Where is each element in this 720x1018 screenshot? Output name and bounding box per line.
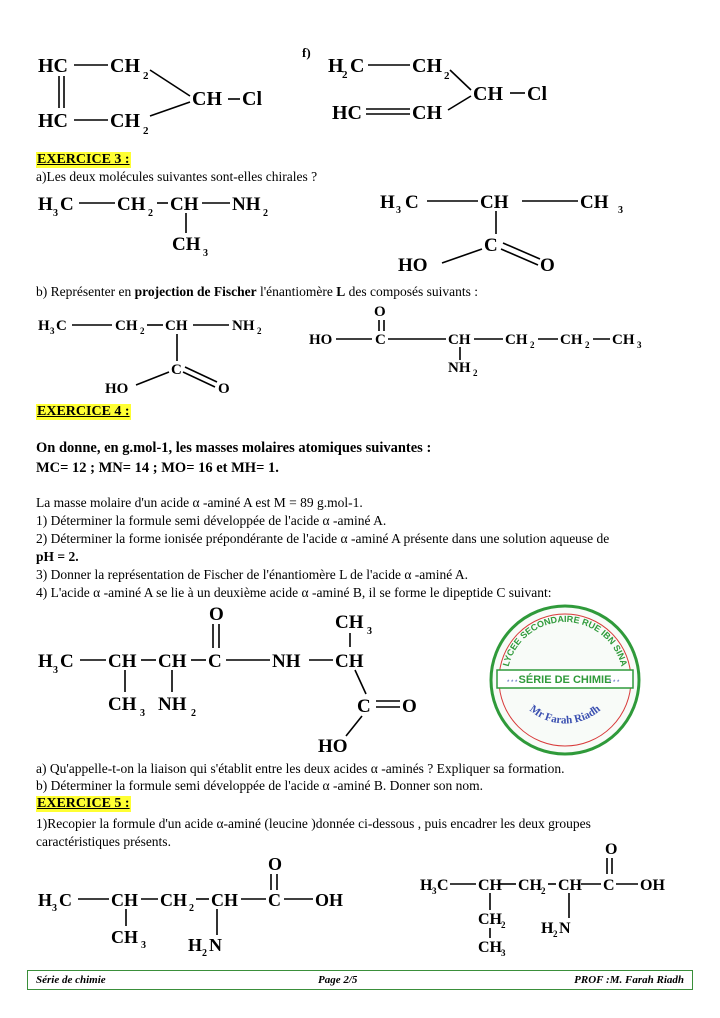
atom-ch: CH bbox=[473, 83, 503, 105]
subscript: 3 bbox=[50, 326, 55, 336]
subscript: 2 bbox=[553, 929, 558, 939]
atom-h: H bbox=[38, 318, 50, 334]
text-bold: projection de Fischer bbox=[134, 284, 257, 299]
atom-h: H bbox=[420, 877, 433, 894]
atom-ch: CH bbox=[165, 318, 188, 334]
atom-h: H bbox=[328, 55, 344, 77]
molecule-leucine-2 bbox=[420, 841, 665, 958]
ex4-question-3: 3) Donner la représentation de Fischer de l'énantiomère L de l'acide α -aminé A. bbox=[36, 567, 469, 582]
subscript: 3 bbox=[618, 205, 623, 216]
ex3-question-b bbox=[36, 283, 478, 300]
atom-ch3: CH bbox=[478, 939, 502, 956]
atom-nh2: NH bbox=[232, 194, 261, 215]
atom-o: O bbox=[605, 841, 618, 858]
atom-ch2: CH bbox=[560, 332, 583, 348]
ex4-question-a: a) Qu'appelle-t-on la liaison qui s'établit entre les deux acides α -aminés ? Expliquer sa formation. bbox=[36, 761, 565, 776]
atom-nh: NH bbox=[272, 651, 301, 672]
atom-ho: HO bbox=[318, 736, 348, 757]
footer-series: Série de chimie bbox=[36, 974, 106, 986]
subscript: 3 bbox=[53, 665, 58, 676]
stamp-stars-right: * * * bbox=[609, 680, 620, 686]
atom-c: C bbox=[56, 318, 67, 334]
footer-author: PROF :M. Farah Riadh bbox=[574, 974, 684, 986]
atom-nh2: NH bbox=[158, 694, 187, 715]
atom-ho: HO bbox=[309, 332, 333, 348]
atom-o: O bbox=[218, 381, 230, 397]
ex4-question-4: 4) L'acide α -aminé A se lie à un deuxième acide α -aminé B, il se forme le dipeptide C suivant: bbox=[36, 585, 552, 600]
atom-ch3: CH bbox=[172, 234, 201, 255]
exercise-3-title: EXERCICE 3 : bbox=[37, 152, 130, 167]
subscript: 3 bbox=[52, 903, 57, 914]
subscript: 2 bbox=[530, 340, 535, 350]
ex4-given: On donne, en g.mol-1, les masses molaires atomiques suivantes : bbox=[36, 440, 432, 456]
subscript: 3 bbox=[203, 248, 208, 259]
ex5-question-1-cont: caractéristiques présents. bbox=[36, 834, 171, 849]
atom-ch: CH bbox=[192, 88, 222, 110]
subscript: 2 bbox=[263, 208, 268, 219]
atom-ho: HO bbox=[398, 255, 428, 276]
atom-ch2: CH bbox=[518, 877, 542, 894]
subscript: 3 bbox=[432, 886, 437, 896]
subscript: 3 bbox=[367, 626, 372, 637]
atom-hc: HC bbox=[332, 102, 362, 124]
atom-c: C bbox=[171, 362, 182, 378]
subscript: 2 bbox=[143, 125, 149, 137]
page-footer bbox=[27, 970, 693, 990]
atom-ch: CH bbox=[480, 192, 509, 213]
ex4-question-2-ph: pH = 2. bbox=[36, 549, 79, 564]
subscript: 3 bbox=[53, 208, 58, 219]
subscript: 2 bbox=[444, 70, 450, 82]
text-bold: L bbox=[336, 284, 346, 299]
atom-h: H bbox=[380, 192, 395, 213]
atom-c: C bbox=[603, 877, 615, 894]
atom-h: H bbox=[38, 651, 53, 672]
atom-nh2: NH bbox=[232, 318, 255, 334]
subscript: 2 bbox=[189, 903, 194, 914]
atom-ch3: CH bbox=[580, 192, 609, 213]
atom-hc: HC bbox=[38, 110, 68, 132]
atom-h: H bbox=[38, 890, 53, 910]
subscript: 3 bbox=[501, 948, 506, 958]
subscript: 3 bbox=[396, 205, 401, 216]
atom-ch: CH bbox=[211, 890, 238, 910]
subscript: 2 bbox=[140, 326, 145, 336]
atom-oh: OH bbox=[315, 890, 344, 910]
atom-ch2: CH bbox=[160, 890, 187, 910]
atom-ch2: CH bbox=[110, 110, 140, 132]
subscript: 2 bbox=[148, 208, 153, 219]
ex5-question-1: 1)Recopier la formule d'un acide α-aminé (leucine )donnée ci-dessous , puis encadrer les deux groupes bbox=[36, 816, 591, 831]
atom-o: O bbox=[374, 304, 386, 320]
subscript: 3 bbox=[141, 940, 146, 951]
subscript: 2 bbox=[143, 70, 149, 82]
atom-ch: CH bbox=[478, 877, 502, 894]
stamp-top-text: LYCEE SECONDAIRE RUE IBN SINA bbox=[500, 613, 630, 668]
molecule-ex3-a1 bbox=[38, 194, 268, 259]
atom-ch: CH bbox=[111, 890, 138, 910]
subscript: 2 bbox=[501, 920, 506, 930]
atom-ch: CH bbox=[170, 194, 199, 215]
item-label: f) bbox=[302, 45, 311, 60]
ex4-masses: MC= 12 ; MN= 14 ; MO= 16 et MH= 1. bbox=[36, 460, 279, 476]
atom-o: O bbox=[402, 696, 417, 717]
atom-ch3: CH bbox=[612, 332, 635, 348]
atom-ch2: CH bbox=[110, 55, 140, 77]
atom-c: C bbox=[405, 192, 419, 213]
subscript: 2 bbox=[202, 948, 207, 959]
atom-ch2: CH bbox=[505, 332, 528, 348]
subscript: 2 bbox=[342, 69, 348, 81]
molecule-leucine-1 bbox=[38, 854, 343, 959]
atom-c: C bbox=[268, 890, 281, 910]
atom-cl: Cl bbox=[527, 83, 547, 105]
molecule-cyclopentenyl-chloride-left bbox=[38, 55, 262, 137]
atom-c: C bbox=[484, 235, 498, 256]
atom-c: C bbox=[437, 877, 449, 894]
atom-ch: CH bbox=[412, 102, 442, 124]
exercise-5-title: EXERCICE 5 : bbox=[37, 796, 130, 811]
subscript: 2 bbox=[191, 708, 196, 719]
atom-ch: CH bbox=[558, 877, 582, 894]
atom-c: C bbox=[357, 696, 371, 717]
atom-c: C bbox=[60, 651, 74, 672]
atom-c: C bbox=[59, 890, 72, 910]
atom-c: C bbox=[60, 194, 74, 215]
atom-ho: HO bbox=[105, 381, 129, 397]
atom-ch: CH bbox=[335, 651, 364, 672]
atom-h: H bbox=[38, 194, 53, 215]
subscript: 2 bbox=[473, 368, 478, 378]
atom-ch: CH bbox=[158, 651, 187, 672]
atom-c: C bbox=[208, 651, 222, 672]
atom-ch2: CH bbox=[117, 194, 146, 215]
atom-ch3: CH bbox=[108, 694, 137, 715]
molecule-cyclopentenyl-chloride-right bbox=[302, 45, 547, 124]
atom-o: O bbox=[540, 255, 555, 276]
molecule-ex3-b1 bbox=[38, 318, 262, 397]
subscript: 2 bbox=[585, 340, 590, 350]
text: des composés suivants : bbox=[345, 284, 478, 299]
atom-ch: CH bbox=[448, 332, 471, 348]
atom-ch: CH bbox=[108, 651, 137, 672]
ex4-question-b: b) Déterminer la formule semi développée de l'acide α -aminé B. Donner son nom. bbox=[36, 778, 483, 793]
atom-h: H bbox=[541, 920, 554, 937]
atom-ch2: CH bbox=[478, 911, 502, 928]
atom-ch3: CH bbox=[335, 612, 364, 633]
molecule-ex3-a2 bbox=[380, 192, 623, 276]
molecule-ex3-b2 bbox=[309, 304, 642, 378]
atom-cl: Cl bbox=[242, 88, 262, 110]
subscript: 2 bbox=[541, 886, 546, 896]
stamp-stars-left: * * * bbox=[507, 680, 518, 686]
ex4-paragraph: La masse molaire d'un acide α -aminé A est M = 89 g.mol-1. bbox=[36, 495, 363, 510]
stamp-middle-text: SÉRIE DE CHIMIE bbox=[518, 674, 612, 686]
atom-ch2: CH bbox=[115, 318, 138, 334]
atom-hc: HC bbox=[38, 55, 68, 77]
school-stamp bbox=[485, 600, 645, 760]
footer-page: Page 2/5 bbox=[318, 974, 358, 986]
molecule-dipeptide-c bbox=[38, 604, 417, 757]
atom-h: H bbox=[188, 935, 203, 955]
atom-ch3: CH bbox=[111, 927, 138, 947]
atom-o: O bbox=[209, 604, 224, 625]
subscript: 3 bbox=[140, 708, 145, 719]
atom-n: N bbox=[209, 935, 222, 955]
atom-n: N bbox=[559, 920, 571, 937]
atom-c: C bbox=[350, 55, 365, 77]
atom-oh: OH bbox=[640, 877, 665, 894]
ex3-question-a: a)Les deux molécules suivantes sont-elles chirales ? bbox=[36, 169, 318, 184]
atom-nh2: NH bbox=[448, 360, 471, 376]
atom-o: O bbox=[268, 854, 283, 874]
exercise-4-title: EXERCICE 4 : bbox=[37, 404, 130, 419]
subscript: 2 bbox=[257, 326, 262, 336]
subscript: 3 bbox=[637, 340, 642, 350]
stamp-bottom-text: Mr Farah Riadh bbox=[527, 702, 603, 727]
text: l'énantiomère bbox=[256, 284, 337, 299]
atom-c: C bbox=[375, 332, 386, 348]
stamp-graphic bbox=[485, 600, 645, 760]
ex4-question-1: 1) Déterminer la formule semi développée de l'acide α -aminé A. bbox=[36, 513, 387, 528]
atom-ch2: CH bbox=[412, 55, 442, 77]
text: b) Représenter en bbox=[36, 284, 135, 299]
ex4-question-2: 2) Déterminer la forme ionisée prépondérante de l'acide α -aminé A présente dans une solution aqueuse de bbox=[36, 531, 610, 546]
